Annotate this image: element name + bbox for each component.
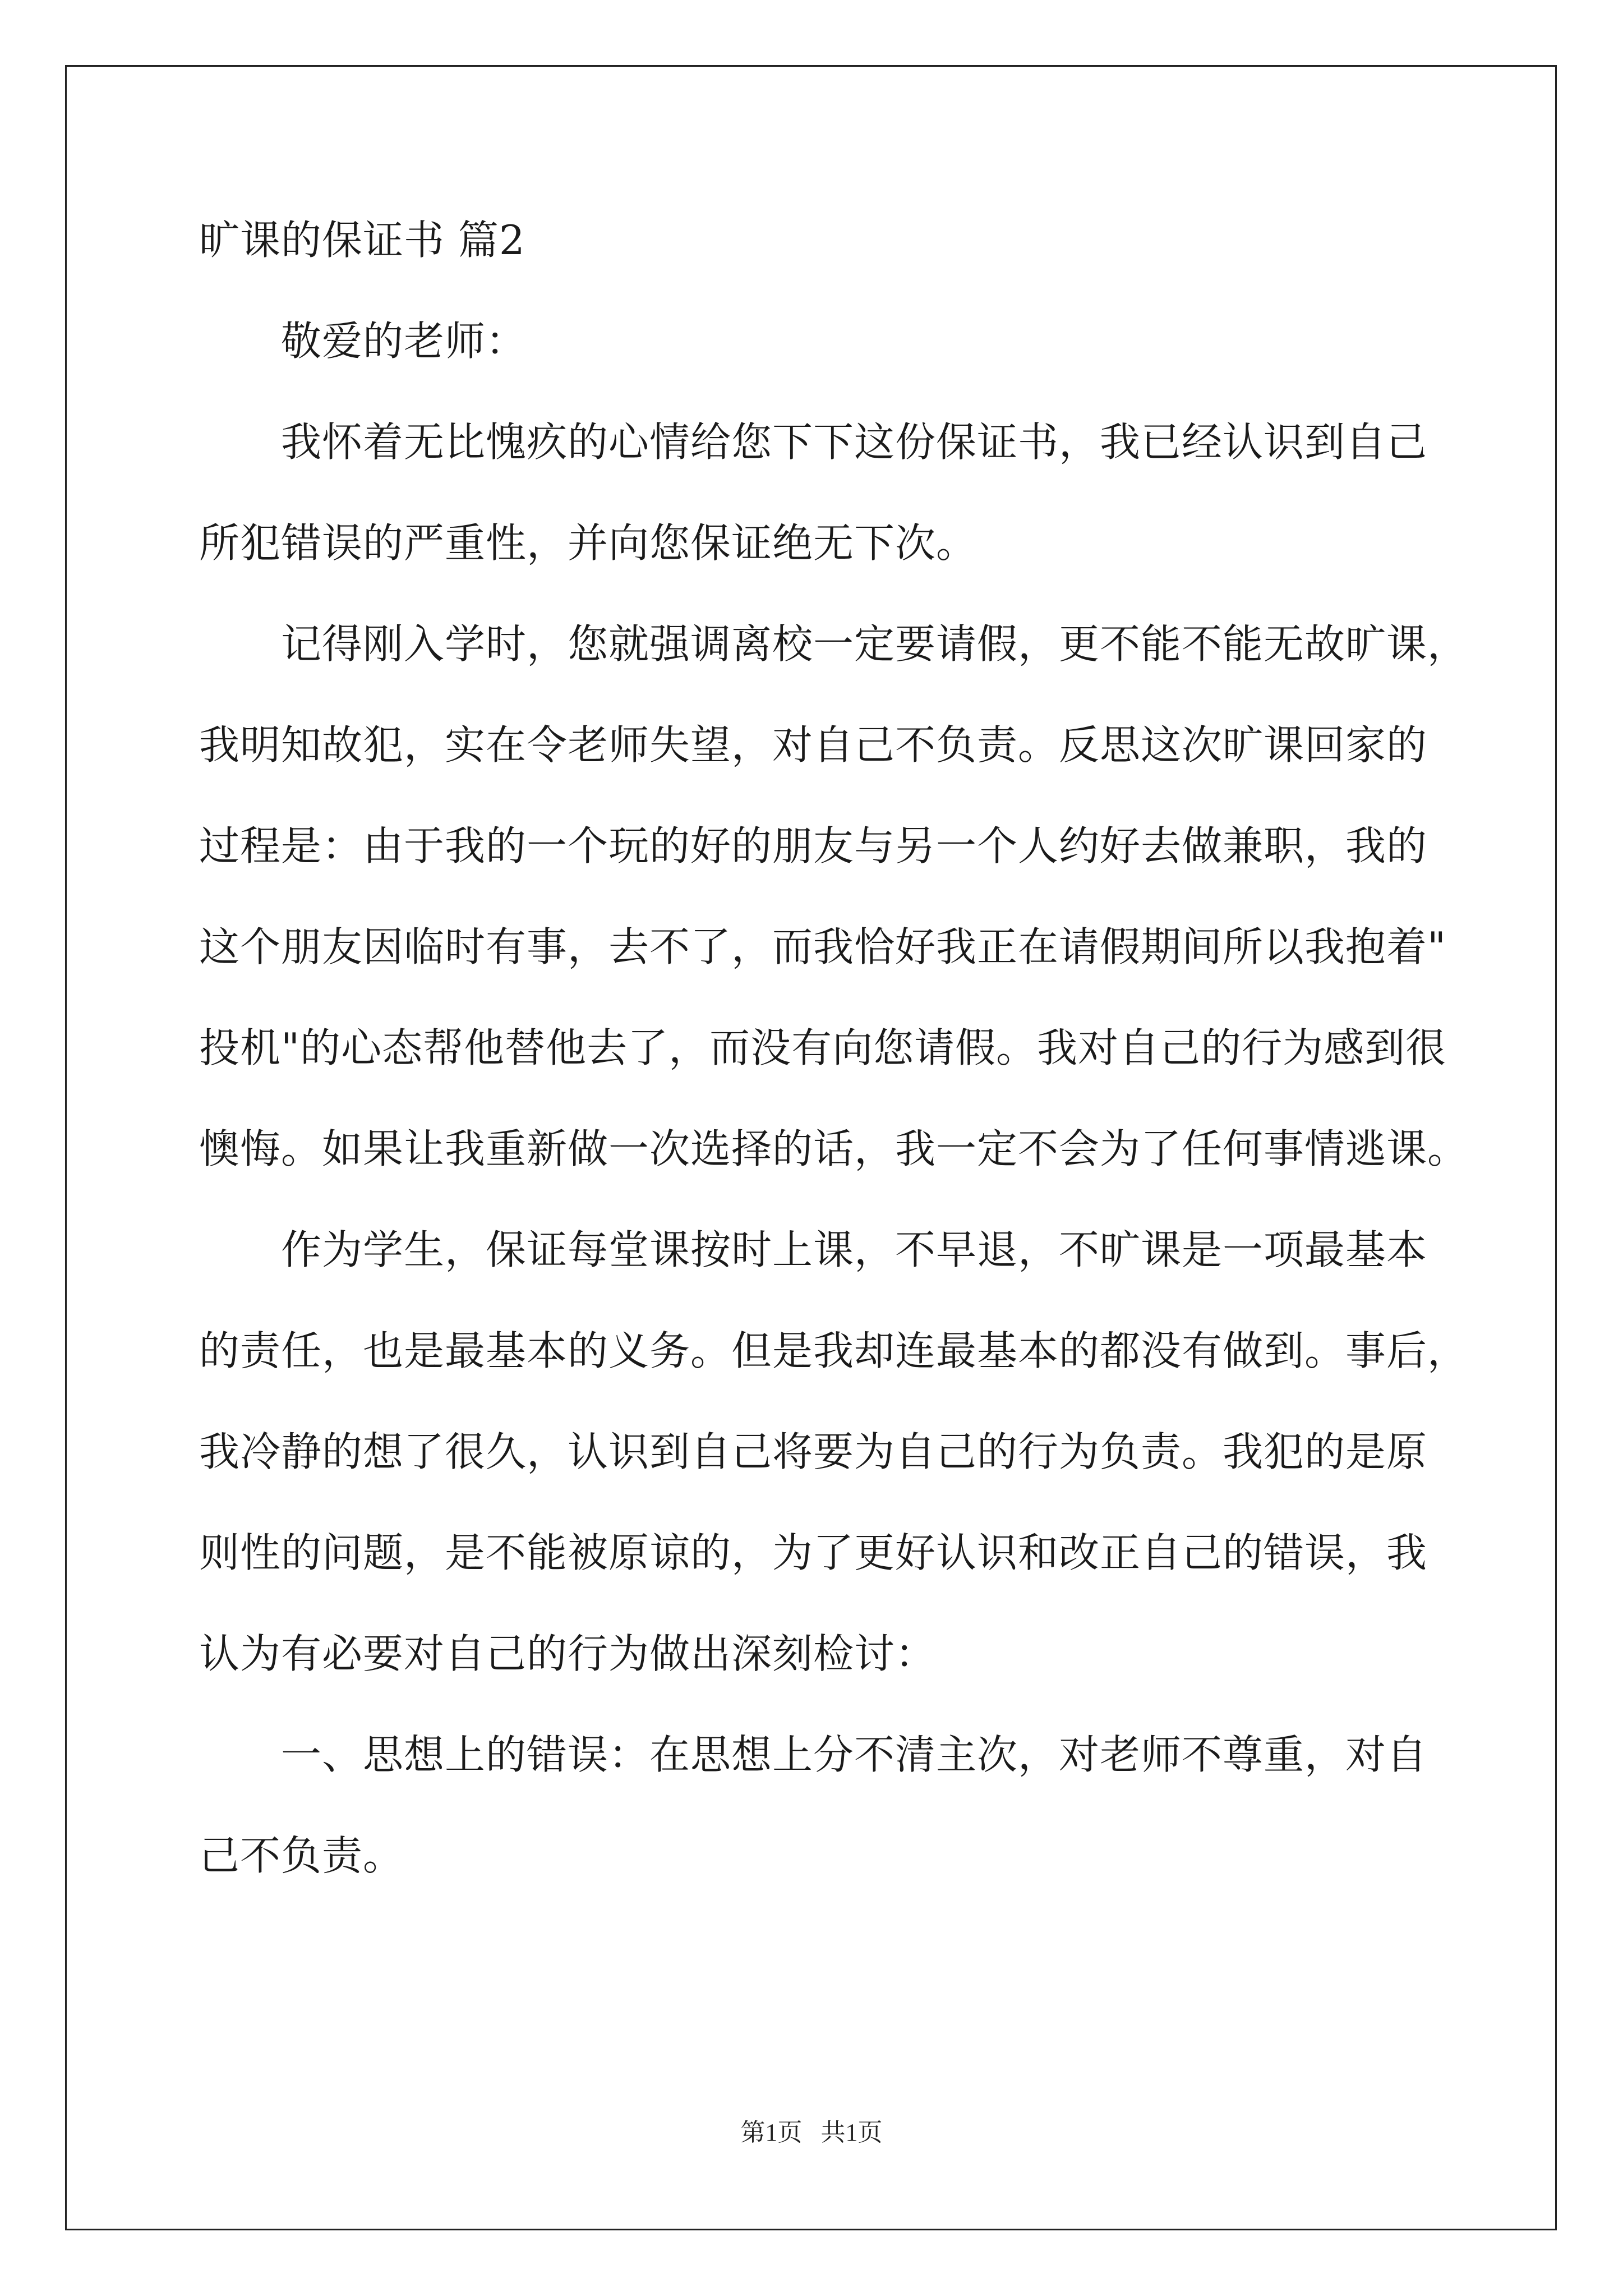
paragraph-line: 我怀着无比愧疚的心情给您下下这份保证书，我已经认识到自己 — [281, 418, 1428, 466]
paragraph-line: 作为学生，保证每堂课按时上课，不早退，不旷课是一项最基本 — [281, 1226, 1428, 1273]
paragraph-1 — [199, 415, 1433, 570]
paragraph-line: 这个朋友因临时有事，去不了，而我恰好我正在请假期间所以我抱着" — [199, 923, 1447, 970]
salutation: 敬爱的老师： — [281, 318, 527, 365]
paragraph-line: 懊悔。如果让我重新做一次选择的话，我一定不会为了任何事情逃课。 — [199, 1125, 1469, 1172]
paragraph-line: 投机"的心态帮他替他去了，而没有向您请假。我对自己的行为感到很 — [199, 1024, 1447, 1071]
paragraph-line: 则性的问题，是不能被原谅的，为了更好认识和改正自己的错误，我 — [199, 1529, 1428, 1576]
paragraph-line: 己不负责。 — [199, 1832, 404, 1879]
document-body — [199, 213, 1469, 1883]
paragraph-line: 所犯错误的严重性，并向您保证绝无下次。 — [199, 519, 978, 567]
page-footer: 第1页 共1页 — [740, 2119, 883, 2146]
paragraph-2 — [199, 617, 1469, 1176]
paragraph-4 — [199, 1728, 1433, 1883]
paragraph-line: 我冷静的想了很久，认识到自己将要为自己的行为负责。我犯的是原 — [199, 1428, 1428, 1475]
paragraph-line: 我明知故犯，实在令老师失望，对自己不负责。反思这次旷课回家的 — [199, 721, 1428, 769]
paragraph-line: 认为有必要对自己的行为做出深刻检讨： — [199, 1630, 937, 1677]
paragraph-line: 记得刚入学时，您就强调离校一定要请假，更不能不能无故旷课， — [281, 620, 1469, 668]
paragraph-line: 一、思想上的错误：在思想上分不清主次，对老师不尊重，对自 — [281, 1731, 1428, 1778]
document-title: 旷课的保证书 篇2 — [199, 217, 525, 264]
paragraph-line: 过程是：由于我的一个玩的好的朋友与另一个人约好去做兼职，我的 — [199, 822, 1428, 869]
paragraph-line: 的责任，也是最基本的义务。但是我却连最基本的都没有做到。事后， — [199, 1327, 1469, 1374]
paragraph-3 — [199, 1223, 1469, 1681]
